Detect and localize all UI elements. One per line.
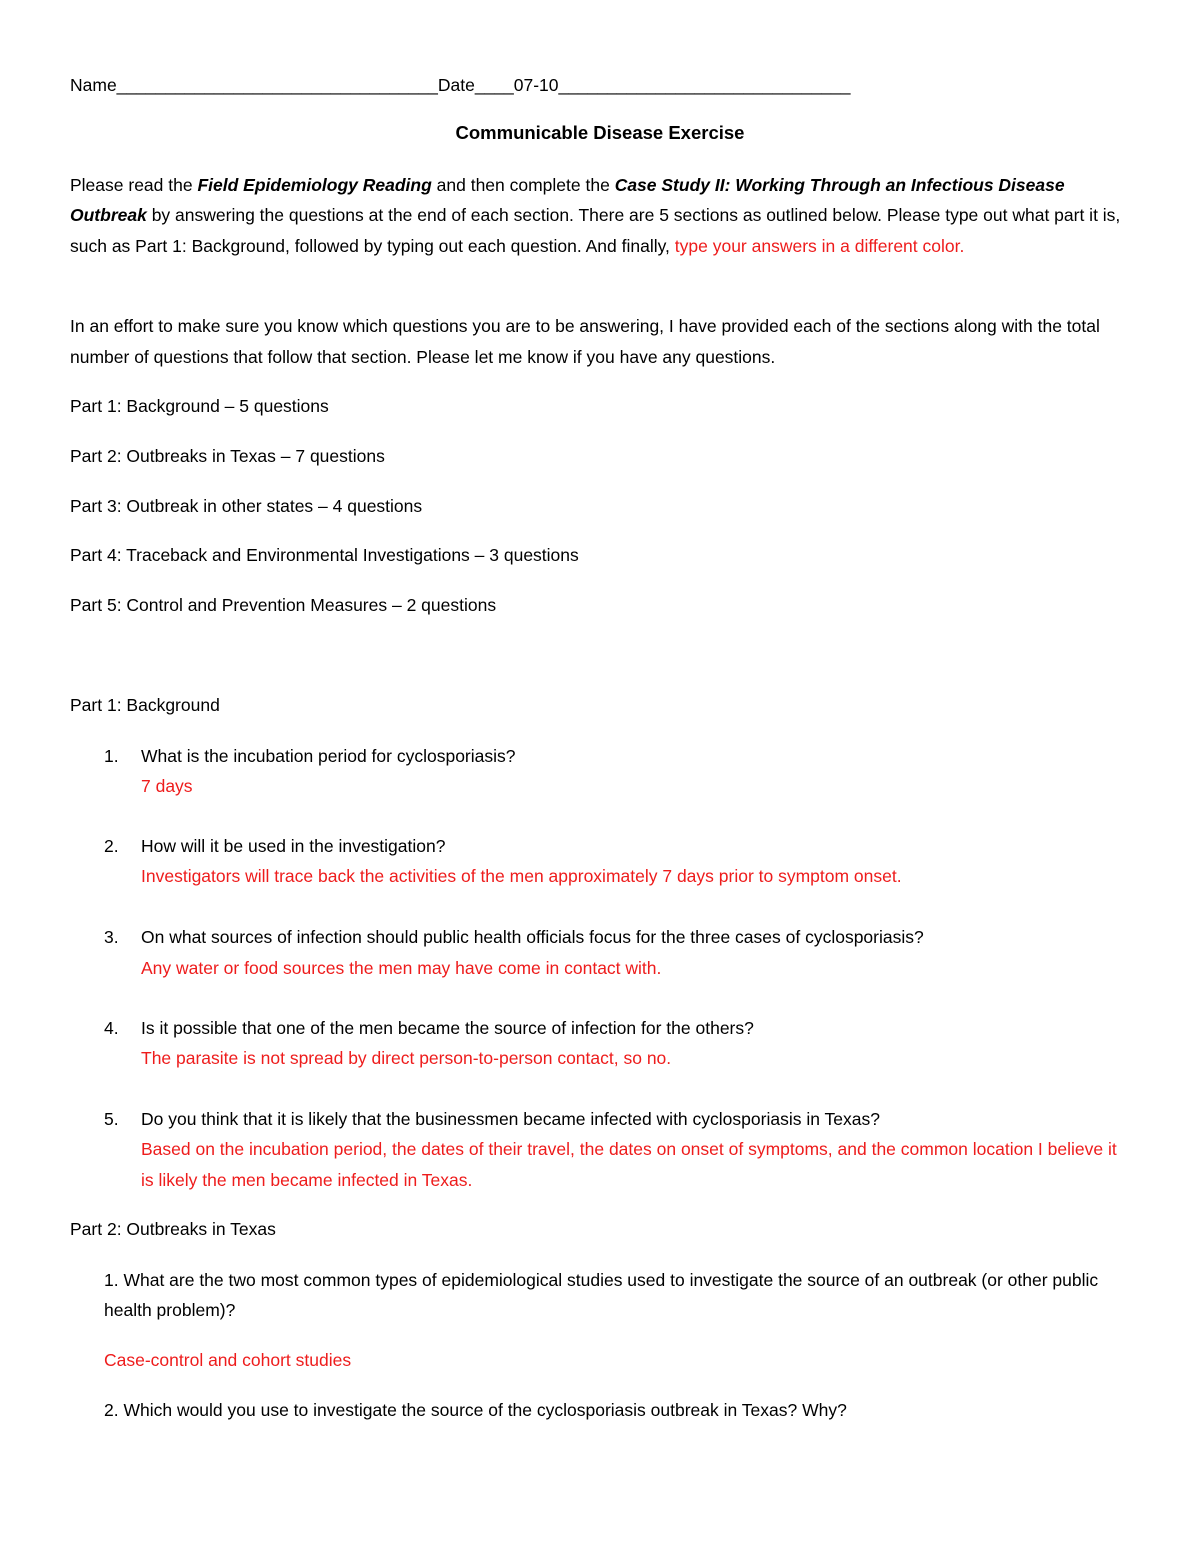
case-study-title: Case Study II: Working Through an Infectious Disease Outbreak bbox=[70, 175, 1065, 226]
overview-part5: Part 5: Control and Prevention Measures – 2 questions bbox=[70, 595, 497, 615]
q5-text: Do you think that it is likely that the businessmen became infected with cyclosporiasis in Texas? bbox=[141, 1109, 880, 1129]
q1-text: What is the incubation period for cyclosporiasis? bbox=[141, 746, 516, 766]
overview-part1: Part 1: Background – 5 questions bbox=[70, 396, 329, 416]
q5-answer: Based on the incubation period, the dates of their travel, the dates on onset of symptoms, and the common location I believe it is likely the men became infected in Texas. bbox=[141, 1139, 1117, 1190]
name-date-line: Name_________________________________Date____07-10______________________________ bbox=[70, 75, 851, 95]
intro-paragraph bbox=[70, 170, 1130, 261]
q2-text: How will it be used in the investigation? bbox=[141, 836, 446, 856]
q1-answer: 7 days bbox=[141, 776, 193, 796]
part2-q1-text: 1. What are the two most common types of epidemiological studies used to investigate the source of an outbreak (or other public health problem)? bbox=[104, 1270, 1099, 1320]
q3-number: 3. bbox=[104, 927, 119, 947]
reading-title: Field Epidemiology Reading bbox=[197, 175, 432, 195]
intro-text-c: by answering the questions at the end of each section. There are 5 sections as outlined below. Please type out what part it is, such as Part 1: Background, followed by typing out each question. And finally, bbox=[70, 205, 1121, 256]
instructions-paragraph: In an effort to make sure you know which questions you are to be answering, I have provided each of the sections along with the total number of questions that follow that section. Please let me know if you have any questions. bbox=[70, 316, 1100, 367]
intro-text-b: and then complete the bbox=[431, 175, 615, 195]
part2-a1: Case-control and cohort studies bbox=[104, 1350, 352, 1370]
q4-number: 4. bbox=[104, 1018, 119, 1038]
q1-number: 1. bbox=[104, 746, 119, 766]
q4-text: Is it possible that one of the men became the source of infection for the others? bbox=[141, 1018, 754, 1038]
q2-answer: Investigators will trace back the activities of the men approximately 7 days prior to symptom onset. bbox=[141, 866, 902, 886]
intro-red-instruction: type your answers in a different color. bbox=[674, 235, 965, 256]
part2-q1 bbox=[104, 1265, 1130, 1325]
overview-part3: Part 3: Outbreak in other states – 4 questions bbox=[70, 496, 423, 516]
part2-heading: Part 2: Outbreaks in Texas bbox=[70, 1219, 276, 1239]
q5-number: 5. bbox=[104, 1109, 119, 1129]
overview-part2: Part 2: Outbreaks in Texas – 7 questions bbox=[70, 446, 385, 466]
page-title: Communicable Disease Exercise bbox=[455, 122, 745, 143]
part1-heading: Part 1: Background bbox=[70, 695, 220, 715]
q3-answer: Any water or food sources the men may have come in contact with. bbox=[141, 958, 662, 978]
q2-number: 2. bbox=[104, 836, 119, 856]
q3-text: On what sources of infection should public health officials focus for the three cases of cyclosporiasis? bbox=[141, 927, 924, 947]
part2-q2: 2. Which would you use to investigate the source of the cyclosporiasis outbreak in Texas? Why? bbox=[104, 1400, 847, 1420]
overview-part4: Part 4: Traceback and Environmental Investigations – 3 questions bbox=[70, 545, 579, 565]
intro-text-a: Please read the bbox=[70, 175, 198, 195]
q4-answer: The parasite is not spread by direct person-to-person contact, so no. bbox=[141, 1048, 672, 1068]
